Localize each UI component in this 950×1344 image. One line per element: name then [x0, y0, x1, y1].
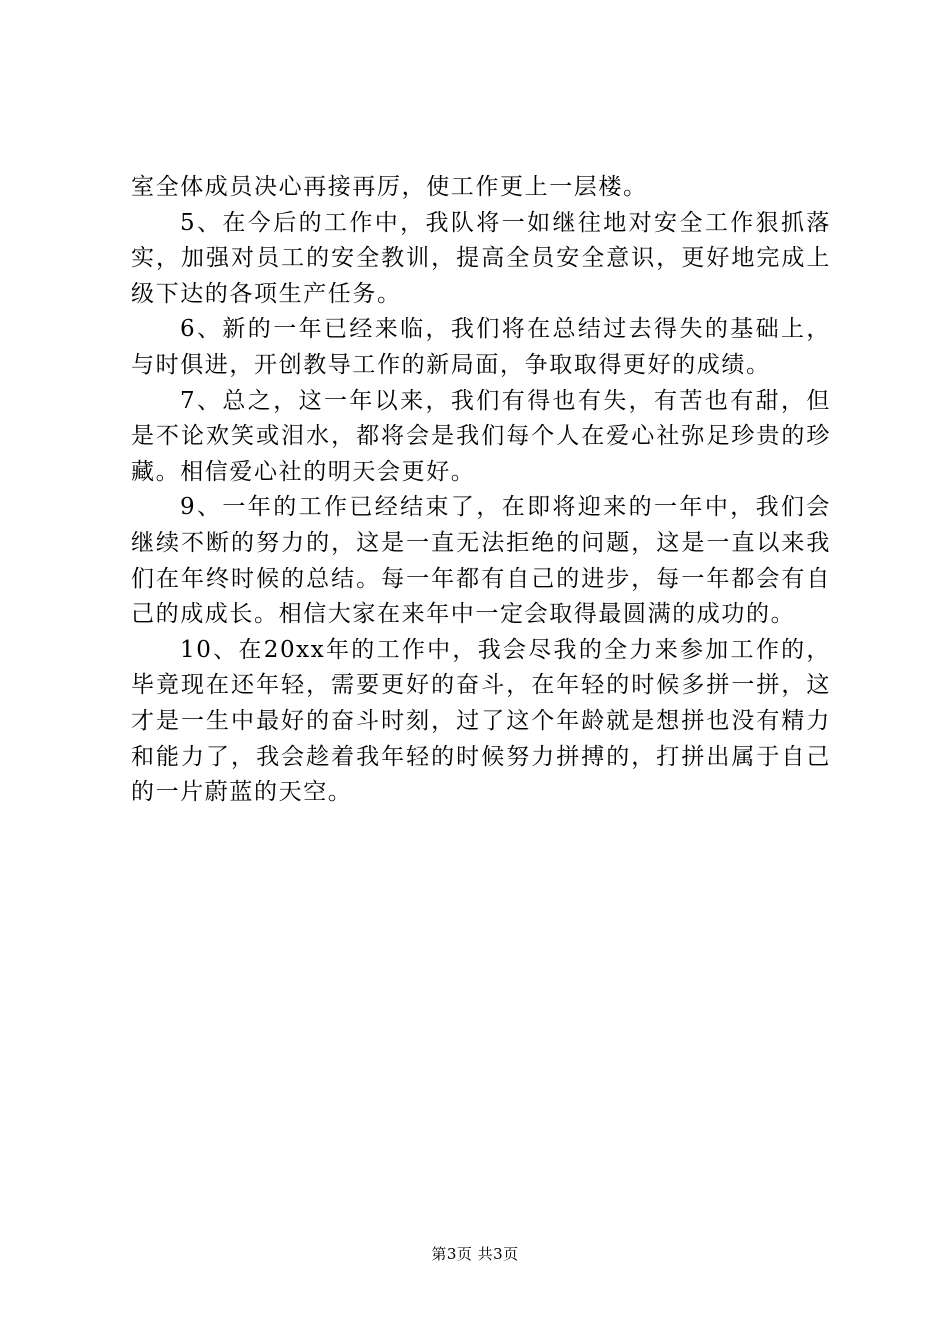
page-number-footer: 第3页 共3页 [431, 1245, 519, 1263]
paragraph-item-5: 5、在今后的工作中，我队将一如继往地对安全工作狠抓落实，加强对员工的安全教训，提高全员安全意识，更好地完成上级下达的各项生产任务。 [131, 209, 831, 307]
paragraph-item-9: 9、一年的工作已经结束了，在即将迎来的一年中，我们会继续不断的努力的，这是一直无法拒绝的问题，这是一直以来我们在年终时候的总结。每一年都有自己的进步，每一年都会有自己的成成长。相信大家在来年中一定会取得最圆满的成功的。 [131, 494, 831, 628]
paragraph-item-10: 10、在20xx年的工作中，我会尽我的全力来参加工作的，毕竟现在还年轻，需要更好的奋斗，在年轻的时候多拼一拼，这才是一生中最好的奋斗时刻，过了这个年龄就是想拼也没有精力和能力了，我会趁着我年轻的时候努力拼搏的，打拼出属于自己的一片蔚蓝的天空。 [131, 636, 831, 806]
document-body [131, 170, 831, 811]
paragraph-continuation: 室全体成员决心再接再厉，使工作更上一层楼。 [131, 174, 648, 200]
paragraph-item-6: 6、新的一年已经来临，我们将在总结过去得失的基础上，与时俱进，开创教导工作的新局面，争取取得更好的成绩。 [131, 316, 831, 378]
paragraph-item-7: 7、总之，这一年以来，我们有得也有失，有苦也有甜，但是不论欢笑或泪水，都将会是我们每个人在爱心社弥足珍贵的珍藏。相信爱心社的明天会更好。 [131, 387, 831, 485]
